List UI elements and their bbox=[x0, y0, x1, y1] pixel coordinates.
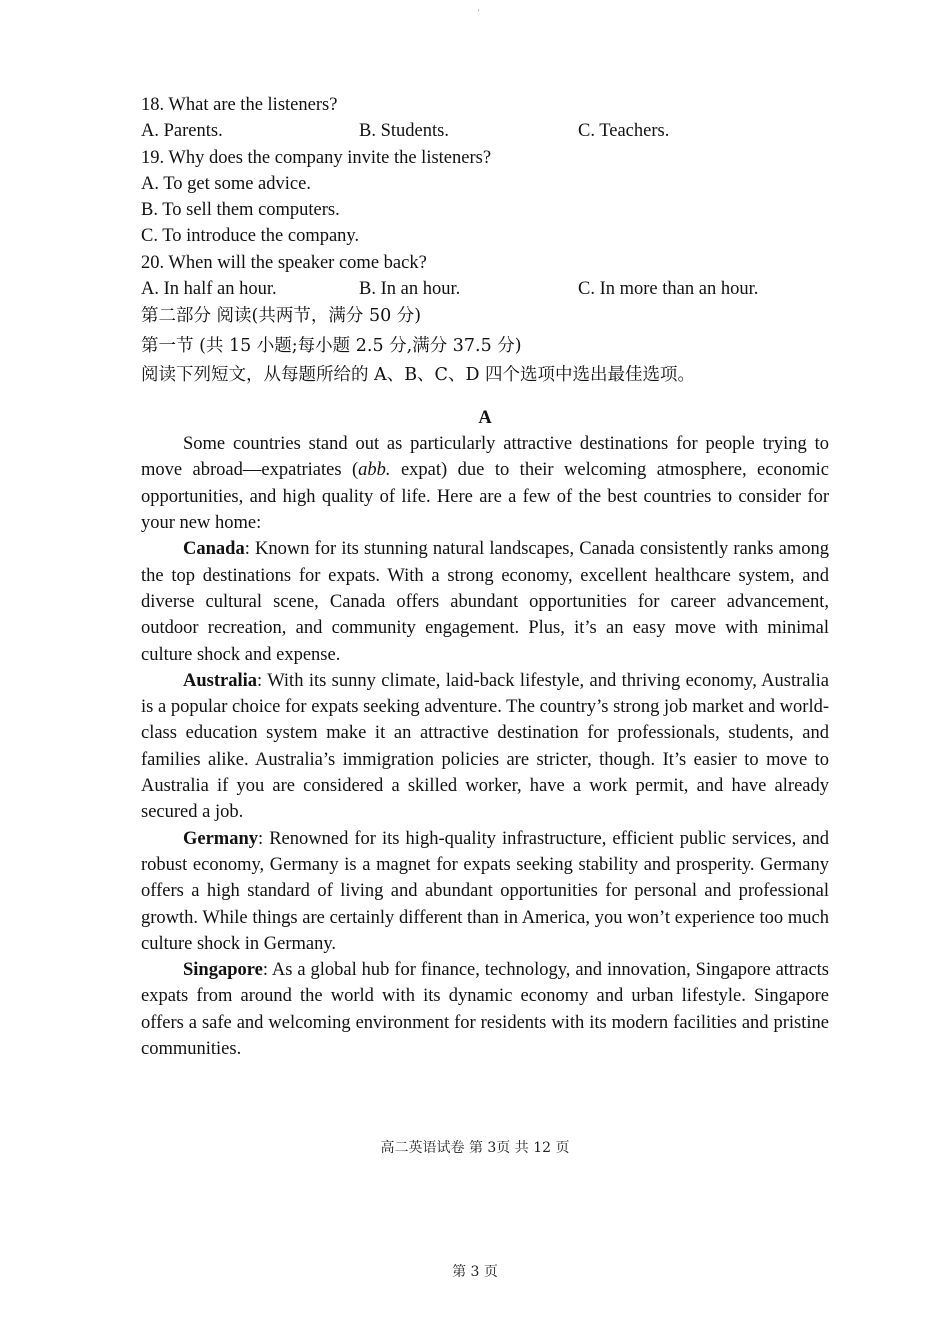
country-name: Australia bbox=[183, 670, 257, 691]
option-c: C. In more than an hour. bbox=[578, 279, 759, 300]
option-c: C. Teachers. bbox=[578, 121, 670, 142]
question-stem: 20. When will the speaker come back? bbox=[141, 252, 427, 273]
country-name: Germany bbox=[183, 828, 259, 849]
option-row bbox=[141, 276, 829, 302]
option-row bbox=[141, 118, 829, 144]
passage-title: A bbox=[478, 407, 492, 428]
country-australia bbox=[141, 668, 829, 826]
section-instruction: 阅读下列短文，从每题所给的 A、B、C、D 四个选项中选出最佳选项。 bbox=[141, 365, 696, 386]
page-content bbox=[141, 92, 829, 1062]
top-mark: ' bbox=[478, 8, 480, 17]
country-singapore bbox=[141, 957, 829, 1062]
question-stem: 19. Why does the company invite the listeners? bbox=[141, 147, 492, 168]
intro-abbreviation: abb. bbox=[358, 460, 391, 481]
option-a: A. In half an hour. bbox=[141, 279, 277, 300]
option-c: C. To introduce the company. bbox=[141, 226, 360, 247]
intro-text-after: expat) due to their welcoming atmosphere, economic opportunities, and high quality of life. Here are a few of the best countries to consider for your new home: bbox=[141, 460, 829, 534]
option-a: A. To get some advice. bbox=[141, 173, 311, 194]
page-number: 第 3 页 bbox=[452, 1264, 498, 1280]
question-18 bbox=[141, 92, 829, 145]
option-b: B. To sell them computers. bbox=[141, 200, 340, 221]
intro-text-before: Some countries stand out as particularly attractive destinations for people trying to move abroad—expatriates ( bbox=[141, 434, 829, 481]
country-name: Singapore bbox=[183, 960, 263, 981]
country-text: : Renowned for its high-quality infrastructure, efficient public services, and robust economy, Germany is a magnet for expats seeking stability and prosperity. Germany offers a high standard of living and abundant opportunities for personal and professional growth. While things are certainly different than in America, you won’t experience too much culture shock in Germany. bbox=[141, 828, 829, 954]
country-text: : As a global hub for finance, technology, and innovation, Singapore attracts expats from around the world with its dynamic economy and urban lifestyle. Singapore offers a safe and welcoming environment for residents with its modern facilities and pristine communities. bbox=[141, 960, 829, 1059]
country-canada bbox=[141, 536, 829, 667]
subsection-heading: 第一节 (共 15 小题;每小题 2.5 分,满分 37.5 分) bbox=[141, 335, 522, 356]
question-19 bbox=[141, 145, 829, 250]
page-footer: 高二英语试卷 第 3页 共 12 页 bbox=[380, 1140, 570, 1156]
question-stem: 18. What are the listeners? bbox=[141, 95, 338, 115]
country-germany bbox=[141, 826, 829, 957]
country-name: Canada bbox=[183, 539, 245, 560]
country-text: : With its sunny climate, laid-back lifestyle, and thriving economy, Australia is a popular choice for expats seeking adventure. The country’s strong job market and world-class education system make it an attractive destination for professionals, students, and families alike. Australia’s immigration policies are stricter, though. It’s easier to move to Australia if you are considered a skilled worker, have a work permit, and have already secured a job. bbox=[141, 670, 829, 823]
passage-intro bbox=[141, 431, 829, 536]
section-part-heading: 第二部分 阅读(共两节，满分 50 分) bbox=[141, 306, 422, 327]
option-a: A. Parents. bbox=[141, 121, 223, 142]
option-b: B. In an hour. bbox=[359, 279, 461, 300]
question-20 bbox=[141, 250, 829, 303]
country-text: : Known for its stunning natural landscapes, Canada consistently ranks among the top destinations for expats. With a strong economy, excellent healthcare system, and diverse cultural scene, Canada offers abundant opportunities for career advancement, outdoor recreation, and community engagement. Plus, it’s an easy move with minimal culture shock and expense. bbox=[141, 539, 829, 665]
option-b: B. Students. bbox=[359, 121, 449, 142]
